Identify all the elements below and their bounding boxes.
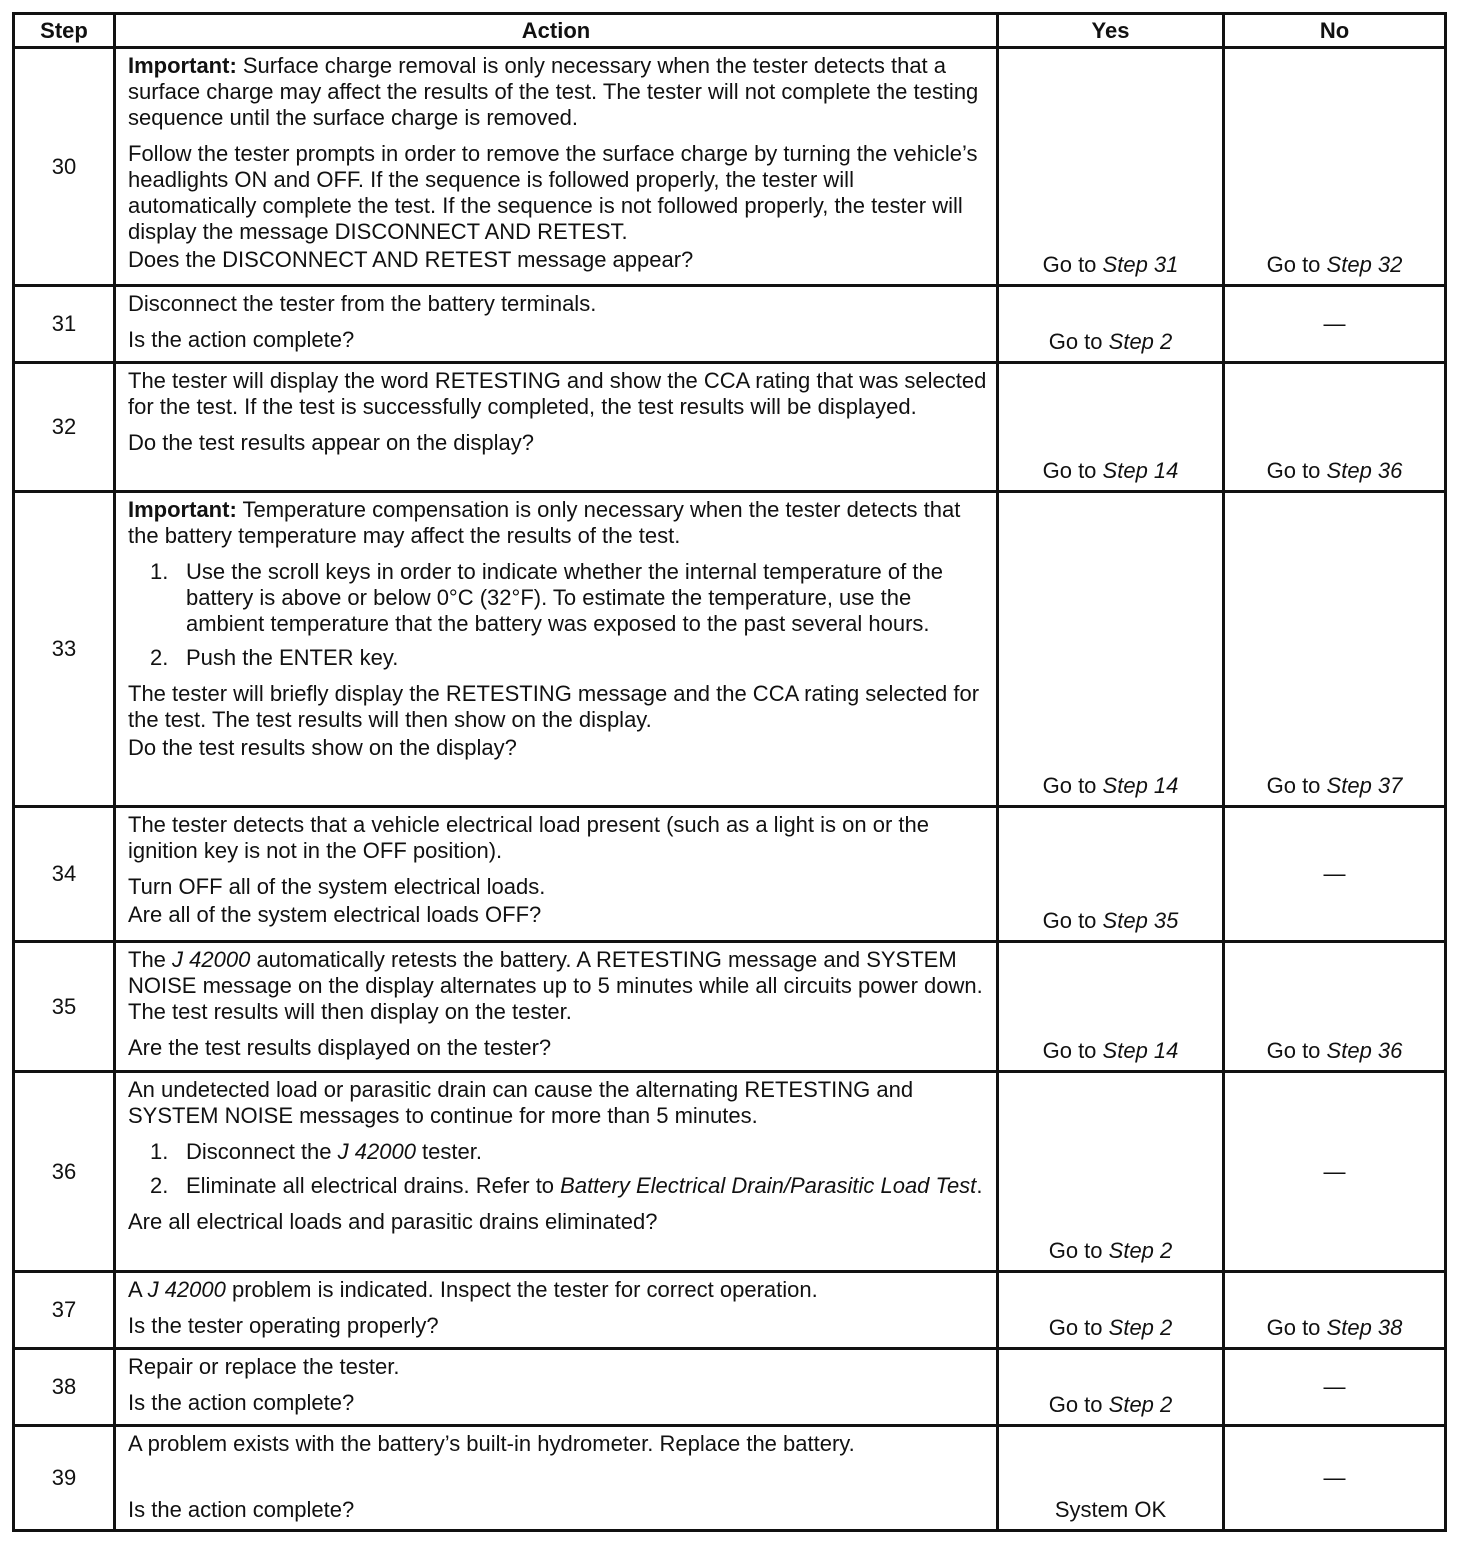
important-label: Important: (128, 497, 237, 522)
step-number: 31 (14, 286, 115, 363)
no-cell: — (1224, 1349, 1446, 1426)
table-row-step-34 (14, 807, 1446, 942)
go-to-label: Go to (1048, 1315, 1103, 1340)
table-row-step-33 (14, 492, 1446, 807)
yes-cell (998, 1072, 1224, 1272)
action-cell (115, 807, 998, 942)
action-question: Does the DISCONNECT AND RETEST message appear? (128, 247, 694, 272)
action-question: Is the action complete? (128, 1390, 355, 1415)
no-cell (1224, 1272, 1446, 1349)
yes-step-link[interactable]: Step 2 (1108, 1315, 1173, 1340)
text-span: Eliminate all electrical drains. Refer to (186, 1173, 561, 1198)
no-cell (1224, 363, 1446, 492)
important-label: Important: (128, 53, 237, 78)
action-paragraph: Follow the tester prompts in order to remove the surface charge by turning the vehicle’s headlights ON and OFF. If the sequence is followed properly, the tester will automatically complete the test. If the sequence is not followed properly, the tester will display the message DISCONNECT AND RETEST. (128, 141, 978, 244)
go-to-label: Go to (1042, 252, 1097, 277)
no-step-link[interactable]: Step 38 (1326, 1315, 1403, 1340)
no-cell: — (1224, 807, 1446, 942)
text-span: Disconnect the (186, 1139, 338, 1164)
action-question: Are the test results displayed on the tester? (128, 1035, 552, 1060)
yes-cell: System OK (998, 1426, 1224, 1531)
yes-step-link[interactable]: Step 14 (1102, 773, 1179, 798)
action-cell (115, 1349, 998, 1426)
list-item: 2. Eliminate all electrical drains. Refer to Battery Electrical Drain/Parasitic Load Test. (150, 1173, 983, 1198)
action-question: Is the tester operating properly? (128, 1313, 439, 1338)
no-step-link[interactable]: Step 36 (1326, 458, 1403, 483)
action-cell (115, 286, 998, 363)
text-span: The (128, 947, 173, 972)
action-question: Do the test results show on the display? (128, 735, 517, 760)
go-to-label: Go to (1266, 252, 1321, 277)
action-question: Are all electrical loads and parasitic drains eliminated? (128, 1209, 658, 1234)
yes-cell (998, 286, 1224, 363)
action-question: Do the test results appear on the display? (128, 430, 535, 455)
go-to-label: Go to (1042, 458, 1097, 483)
go-to-label: Go to (1042, 773, 1097, 798)
header-yes: Yes (998, 14, 1224, 48)
no-step-link[interactable]: Step 37 (1326, 773, 1403, 798)
yes-cell (998, 942, 1224, 1072)
table-row-step-35 (14, 942, 1446, 1072)
header-no: No (1224, 14, 1446, 48)
yes-cell (998, 1349, 1224, 1426)
action-paragraph (128, 947, 988, 1025)
go-to-label: Go to (1042, 1038, 1097, 1063)
table-row-step-39 (14, 1426, 1446, 1531)
action-paragraph: The tester will display the word RETESTING and show the CCA rating that was selected for the test. If the test is successfully completed, the test results will be displayed. (128, 368, 987, 419)
go-to-label: Go to (1042, 908, 1097, 933)
header-action: Action (115, 14, 998, 48)
action-paragraph-2: Turn OFF all of the system electrical loads. (128, 874, 546, 899)
yes-cell (998, 807, 1224, 942)
yes-cell (998, 1272, 1224, 1349)
go-to-label: Go to (1266, 773, 1321, 798)
tool-reference: J 42000 (147, 1277, 226, 1302)
tool-reference: J 42000 (172, 947, 251, 972)
important-text: Surface charge removal is only necessary when the tester detects that a surface charge may affect the results of the test. The tester will not complete the testing sequence until the surface charge is removed. (128, 53, 979, 130)
step-number: 35 (14, 942, 115, 1072)
action-question: Is the action complete? (128, 327, 355, 352)
no-step-link[interactable]: Step 36 (1326, 1038, 1403, 1063)
go-to-label: Go to (1048, 329, 1103, 354)
go-to-label: Go to (1048, 1238, 1103, 1263)
important-note (128, 53, 988, 131)
header-row (14, 14, 1446, 48)
diagnostic-table (12, 12, 1447, 1532)
action-paragraph: The tester detects that a vehicle electrical load present (such as a light is on or the ignition key is not in the OFF position). (128, 812, 929, 863)
step-number: 32 (14, 363, 115, 492)
go-to-label: Go to (1266, 1315, 1321, 1340)
important-text: Temperature compensation is only necessary when the tester detects that the battery temperature may affect the results of the test. (128, 497, 961, 548)
text-span: tester. (415, 1139, 482, 1164)
yes-step-link[interactable]: Step 2 (1108, 1238, 1173, 1263)
step-number: 30 (14, 48, 115, 286)
table-row-step-31 (14, 286, 1446, 363)
yes-step-link[interactable]: Step 31 (1102, 252, 1179, 277)
action-cell (115, 363, 998, 492)
procedure-reference-link[interactable]: Battery Electrical Drain/Parasitic Load Test (560, 1173, 977, 1198)
action-paragraph (128, 1277, 988, 1303)
action-paragraph: Repair or replace the tester. (128, 1354, 400, 1379)
yes-cell (998, 48, 1224, 286)
yes-step-link[interactable]: Step 14 (1102, 458, 1179, 483)
text-span: automatically retests the battery. A RETESTING message and SYSTEM NOISE message on the display alternates up to 5 minutes while all circuits power down. The test results will then display on the tester. (128, 947, 983, 1024)
action-cell (115, 1426, 998, 1531)
action-paragraph: A problem exists with the battery’s built-in hydrometer. Replace the battery. (128, 1431, 855, 1456)
table-row-step-38 (14, 1349, 1446, 1426)
action-paragraph: Disconnect the tester from the battery terminals. (128, 291, 597, 316)
go-to-label: Go to (1266, 458, 1321, 483)
step-number: 37 (14, 1272, 115, 1349)
yes-step-link[interactable]: Step 35 (1102, 908, 1179, 933)
action-question: Are all of the system electrical loads OFF? (128, 902, 542, 927)
text-span: . (976, 1173, 983, 1198)
text-span: problem is indicated. Inspect the tester for correct operation. (225, 1277, 818, 1302)
no-cell: — (1224, 1426, 1446, 1531)
header-step: Step (14, 14, 115, 48)
table-row-step-36 (14, 1072, 1446, 1272)
step-number: 38 (14, 1349, 115, 1426)
no-cell (1224, 48, 1446, 286)
go-to-label: Go to (1048, 1392, 1103, 1417)
no-cell (1224, 942, 1446, 1072)
table-row-step-37 (14, 1272, 1446, 1349)
yes-cell (998, 363, 1224, 492)
yes-step-link[interactable]: Step 2 (1108, 329, 1173, 354)
go-to-label: Go to (1266, 1038, 1321, 1063)
numbered-list (128, 559, 988, 671)
list-item: 2. Push the ENTER key. (150, 645, 399, 670)
action-cell (115, 942, 998, 1072)
step-number: 33 (14, 492, 115, 807)
action-question: Is the action complete? (128, 1497, 355, 1522)
action-cell (115, 492, 998, 807)
list-item-text: Use the scroll keys in order to indicate whether the internal temperature of the battery is above or below 0°C (32°F). To estimate the temperature, use the ambient temperature that the battery was exposed to the past several hours. (186, 559, 943, 636)
list-item: 1. Use the scroll keys in order to indicate whether the internal temperature of the battery is above or below 0°C (32°F). To estimate the temperature, use the ambient temperature that the battery was exposed to the past several hours. (150, 559, 943, 636)
tool-reference: J 42000 (337, 1139, 416, 1164)
table-row-step-32 (14, 363, 1446, 492)
yes-step-link[interactable]: Step 14 (1102, 1038, 1179, 1063)
yes-step-link[interactable]: Step 2 (1108, 1392, 1173, 1417)
no-cell (1224, 492, 1446, 807)
action-paragraph: An undetected load or parasitic drain can cause the alternating RETESTING and SYSTEM NOISE messages to continue for more than 5 minutes. (128, 1077, 914, 1128)
action-cell (115, 1072, 998, 1272)
important-note (128, 497, 988, 549)
numbered-list (128, 1139, 988, 1199)
no-cell: — (1224, 1072, 1446, 1272)
list-item: 1. Disconnect the J 42000 tester. (150, 1139, 482, 1164)
action-cell (115, 48, 998, 286)
step-number: 34 (14, 807, 115, 942)
table-row-step-30 (14, 48, 1446, 286)
action-cell (115, 1272, 998, 1349)
action-paragraph: The tester will briefly display the RETESTING message and the CCA rating selected for the test. The test results will then show on the display. (128, 681, 980, 732)
step-number: 36 (14, 1072, 115, 1272)
yes-cell (998, 492, 1224, 807)
no-step-link[interactable]: Step 32 (1326, 252, 1403, 277)
no-cell: — (1224, 286, 1446, 363)
step-number: 39 (14, 1426, 115, 1531)
text-span: A (128, 1277, 148, 1302)
list-item-text: Push the ENTER key. (186, 645, 399, 670)
